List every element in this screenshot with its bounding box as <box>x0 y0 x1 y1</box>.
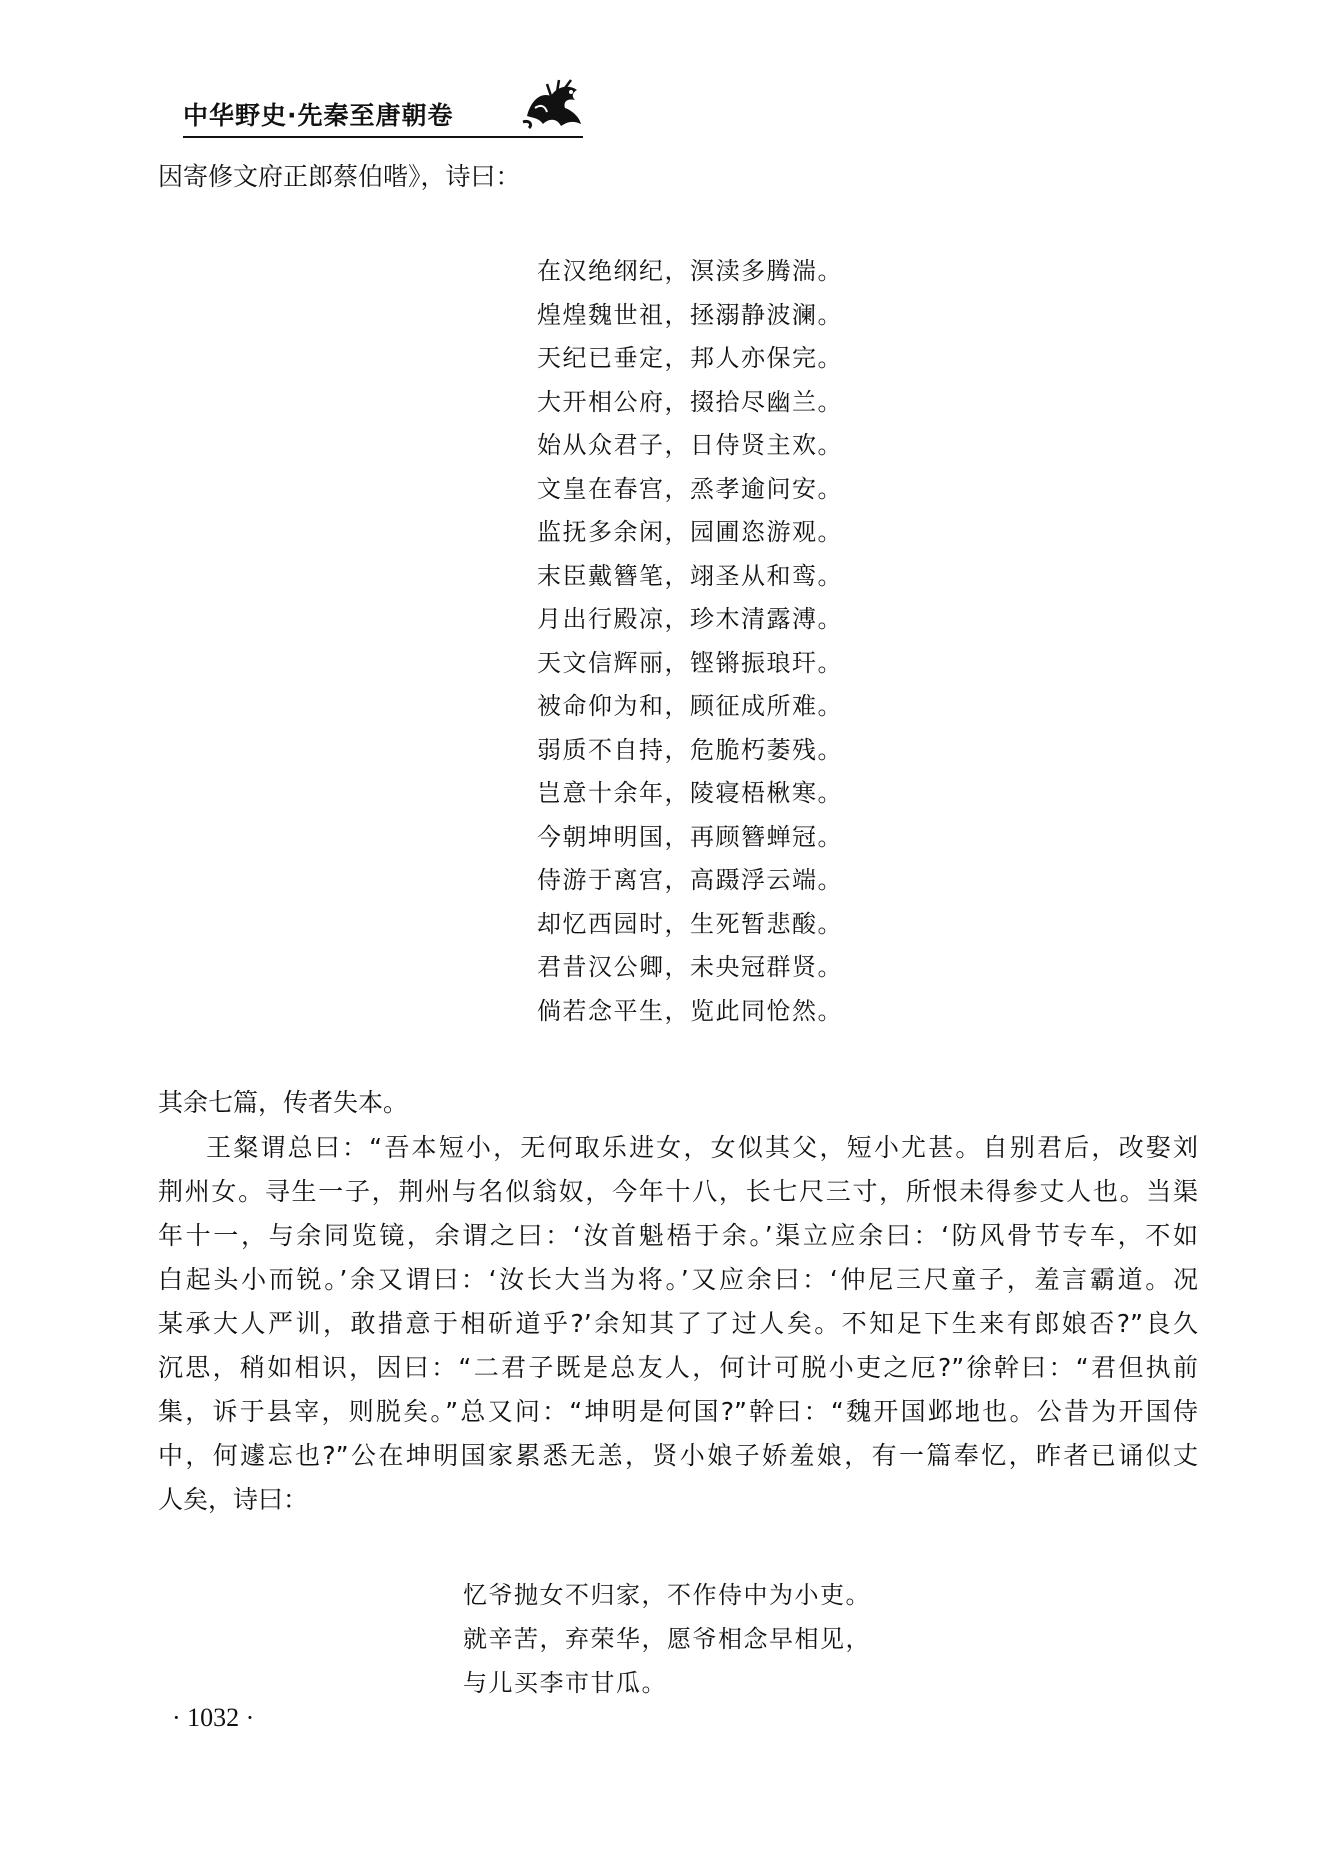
poem-line: 天纪已垂定，邦人亦保完。 <box>537 344 843 372</box>
poem-line: 今朝坤明国，再顾簪蝉冠。 <box>537 823 843 851</box>
poem-line: 末臣戴簪笔，翊圣从和鸾。 <box>537 562 843 590</box>
poem-line: 煌煌魏世祖，拯溺静波澜。 <box>537 301 843 329</box>
song-line: 就辛苦，弃荣华，愿爷相念早相见， <box>463 1625 871 1653</box>
song-line: 与儿买李市甘瓜。 <box>463 1669 667 1697</box>
poem-line: 被命仰为和，顾征成所难。 <box>537 692 843 720</box>
poem-line: 月出行殿凉，珍木清露溥。 <box>537 605 843 633</box>
paragraph-line: 王粲谓总曰：“吾本短小，无何取乐进女，女似其父，短小尤甚。自别君后，改娶刘 <box>206 1133 1198 1162</box>
paragraph-line: 人矣，诗曰： <box>158 1485 309 1514</box>
paragraph-line: 某承大人严训，敢措意于相斫道乎?’余知其了了过人矣。不知足下生来有郎娘否?”良久 <box>158 1309 1198 1338</box>
poem-line: 倘若念平生，览此同怆然。 <box>537 997 843 1025</box>
poem-line: 弱质不自持，危脆朽萎残。 <box>537 736 843 764</box>
poem-line: 监抚多余闲，园圃恣游观。 <box>537 518 843 546</box>
paragraph-line: 中，何遽忘也?”公在坤明国家累悉无恙，贤小娘子娇羞娘，有一篇奉忆，昨者已诵似丈 <box>158 1441 1198 1470</box>
poem-line: 君昔汉公卿，未央冠群贤。 <box>537 953 843 981</box>
intro-line: 因寄修文府正郎蔡伯喈》，诗曰： <box>158 162 521 191</box>
paragraph-line: 沉思，稍如相识，因曰：“二君子既是总友人，何计可脱小吏之厄?”徐幹曰：“君但执前 <box>158 1353 1198 1382</box>
page-number: · 1032 · <box>172 1703 255 1732</box>
book-title: 中华野史·先秦至唐朝卷 <box>183 101 454 130</box>
poem-line: 始从众君子，日侍贤主欢。 <box>537 431 843 459</box>
after-poem-line: 其余七篇，传者失本。 <box>158 1088 409 1117</box>
paragraph-line: 年十一，与余同览镜，余谓之曰：‘汝首魁梧于余。’渠立应余曰：‘防风骨节专车，不如 <box>158 1221 1198 1250</box>
poem-line: 在汉绝纲纪，溟渎多腾湍。 <box>537 257 843 285</box>
running-header <box>183 68 583 140</box>
poem-line: 却忆西园时，生死暂悲酸。 <box>537 910 843 938</box>
poem-line: 文皇在春宫，烝孝逾问安。 <box>537 475 843 503</box>
paragraph-line: 荆州女。寻生一子，荆州与名似翁奴，今年十八，长七尺三寸，所恨未得参丈人也。当渠 <box>158 1177 1198 1206</box>
poem-line: 天文信辉丽，铿锵振琅玕。 <box>537 649 843 677</box>
paragraph-line: 白起头小而锐。’余又谓曰：‘汝长大当为将。’又应余曰：‘仲尼三尺童子，羞言霸道。况 <box>158 1265 1198 1294</box>
dragon-icon <box>521 78 585 130</box>
paragraph-line: 集，诉于县宰，则脱矣。”总又问：“坤明是何国?”幹曰：“魏开国邺地也。公昔为开国侍 <box>158 1397 1198 1426</box>
poem-line: 侍游于离宫，高蹑浮云端。 <box>537 866 843 894</box>
poem-line: 岂意十余年，陵寝梧楸寒。 <box>537 779 843 807</box>
poem-line: 大开相公府，掇拾尽幽兰。 <box>537 388 843 416</box>
song-line: 忆爷抛女不归家，不作侍中为小吏。 <box>463 1581 871 1609</box>
header-rule <box>183 136 583 138</box>
